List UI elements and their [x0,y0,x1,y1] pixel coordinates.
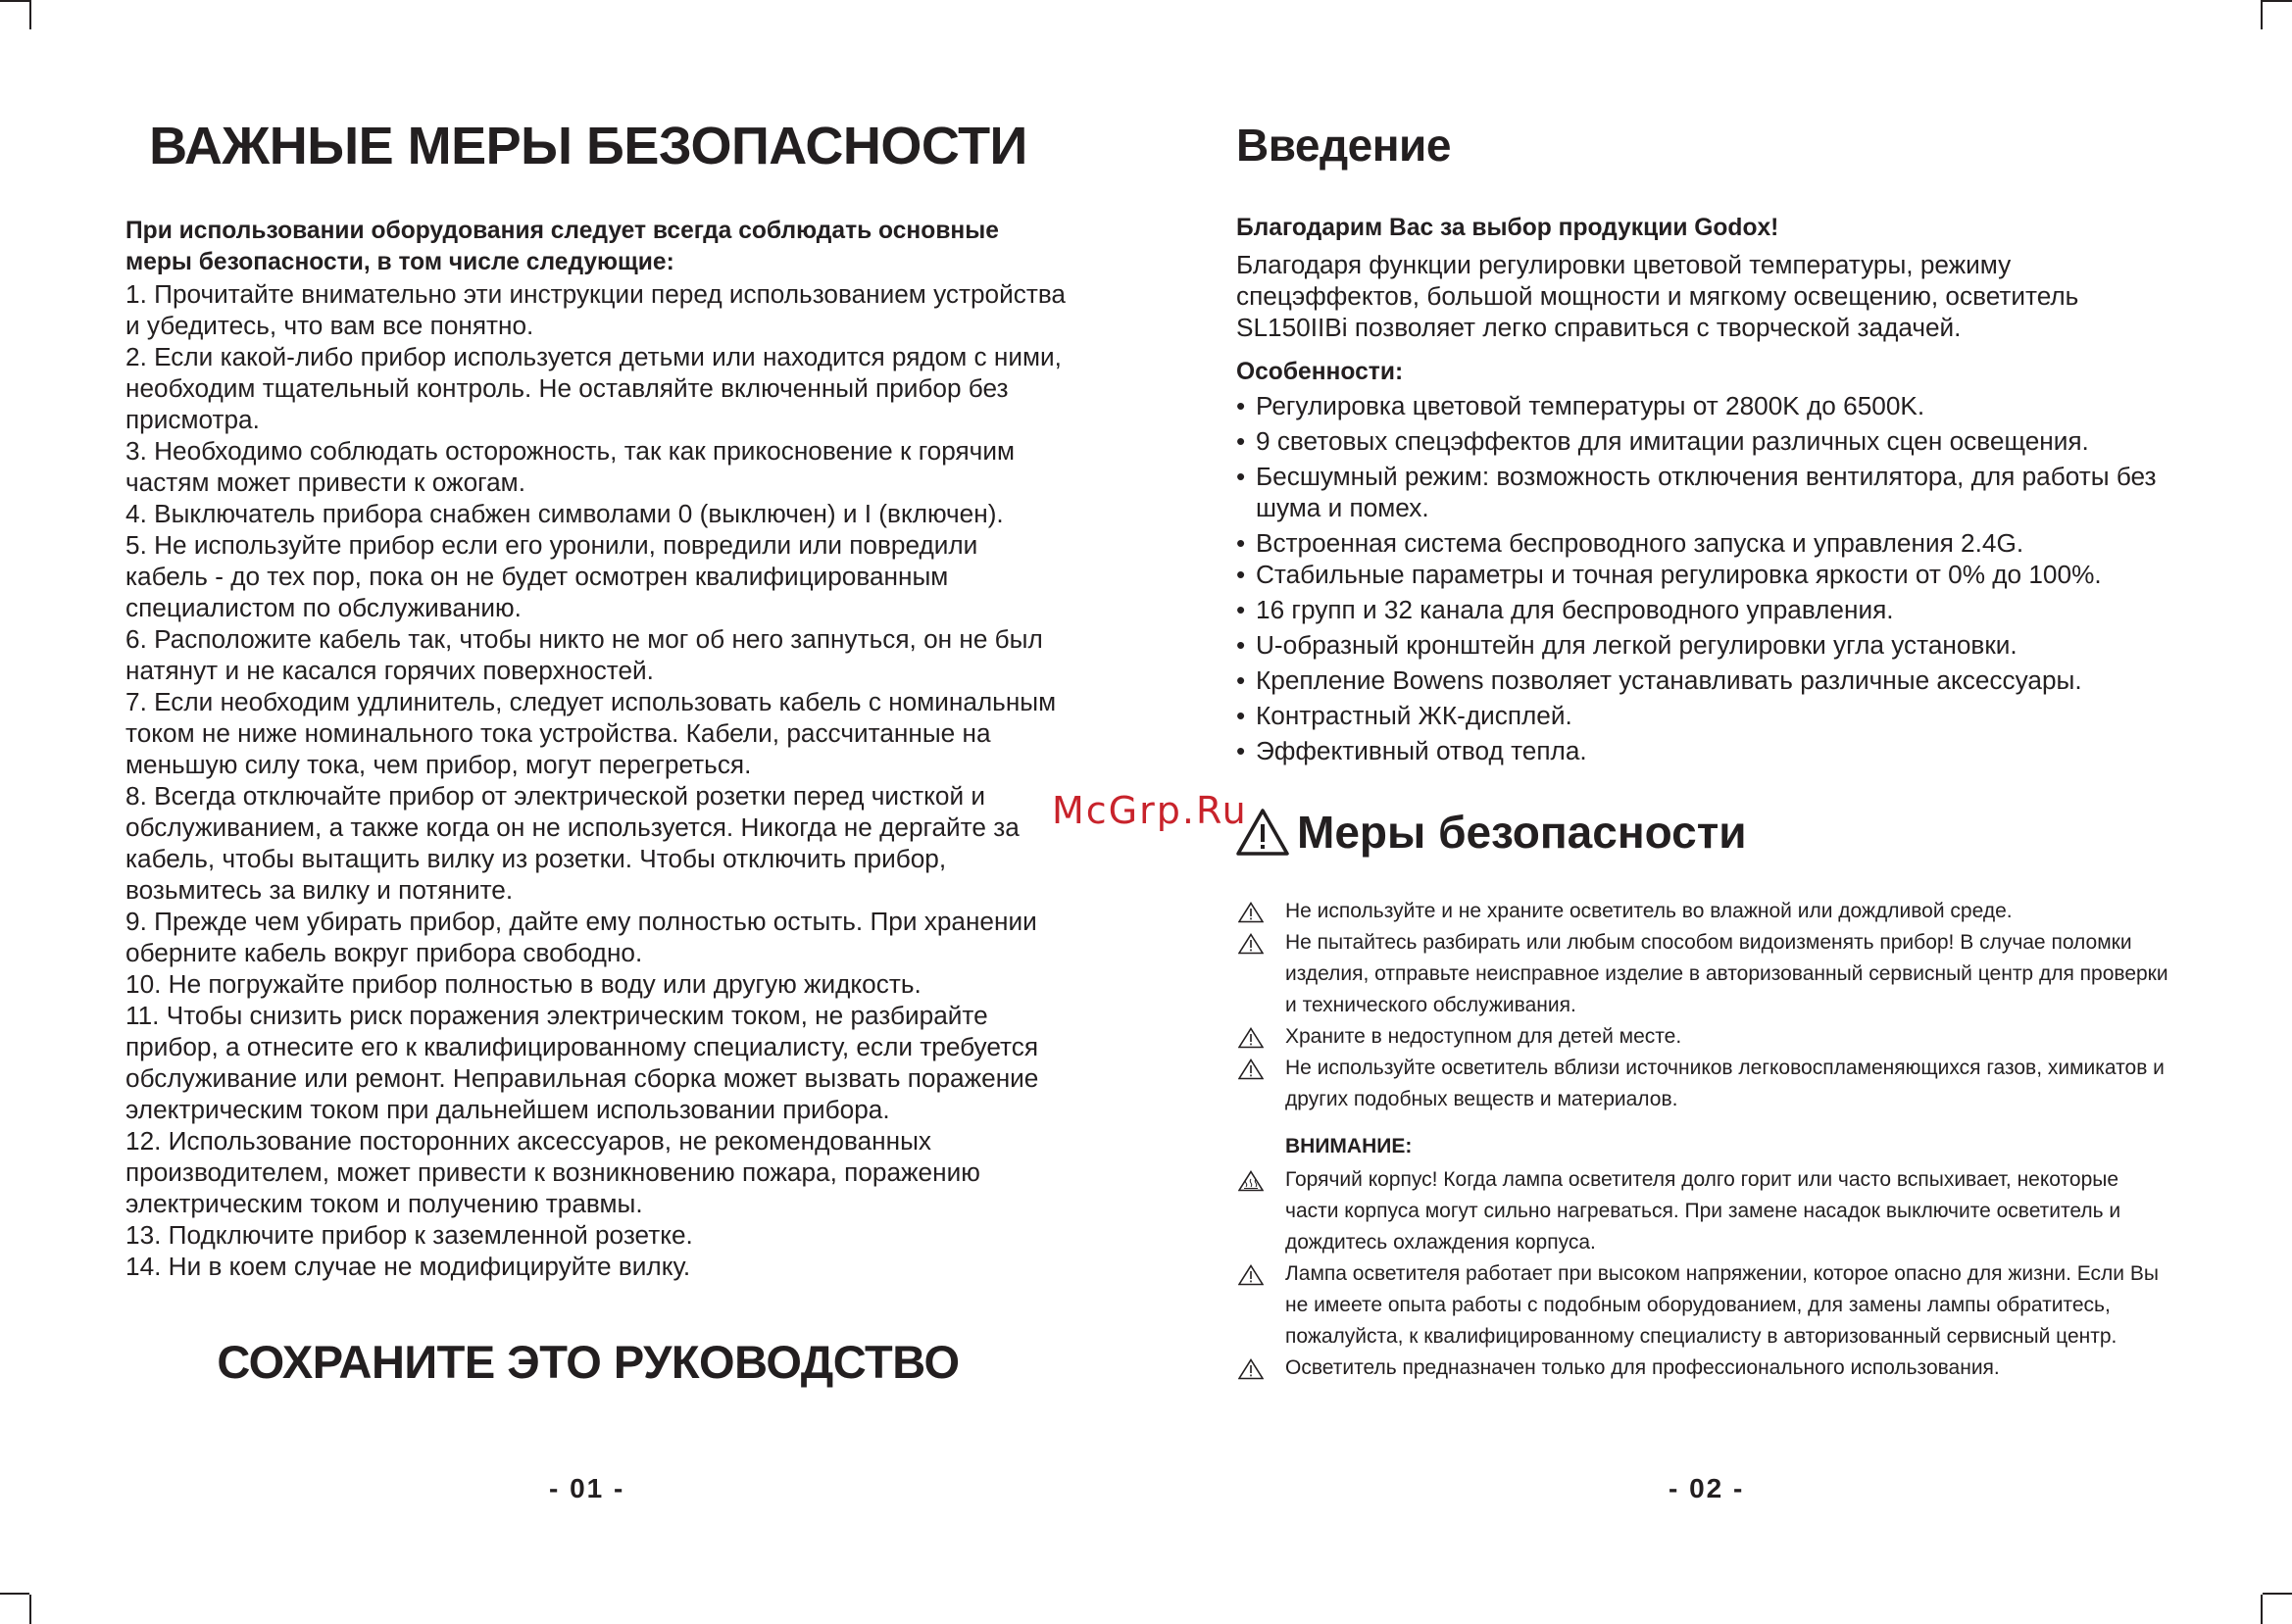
list-item: • Встроенная система беспроводного запуска и управления 2.4G. [1236,528,2024,558]
list-item: Осветитель предназначен только для профессионального использования. [1236,1353,2177,1384]
list-item: Лампа осветителя работает при высоком напряжении, которое опасно для жизни. Если Вы не имеете опыта работы с подобным оборудованием, для замены лампы обратитесь, пожалуйста, к квалифицированному специалисту в авторизованный сервисный центр. [1236,1258,2177,1353]
list-item: Не используйте и не храните осветитель во влажной или дождливой среде. [1236,896,2177,927]
bullet: • [1236,528,1246,558]
safety-heading [1236,806,1747,859]
safety-list [1236,896,2177,1115]
list-item: • Эффективный отвод тепла. [1236,736,1587,765]
intro-text: При использовании оборудования следует всегда соблюдать основные меры безопасности, в том числе следующие: [125,218,999,275]
thanks-text: Благодарим Вас за выбор продукции Godox! [1236,215,1779,241]
list-item: Не используйте осветитель вблизи источников легковоспламеняющихся газов, химикатов и других подобных веществ и материалов. [1236,1053,2177,1115]
bullet: • [1236,630,1246,660]
list-item: • Регулировка цветовой температуры от 2800K до 6500K. [1236,391,1925,420]
warning-icon [1238,1358,1264,1380]
list-item: • 16 групп и 32 канала для беспроводного управления. [1236,595,1894,624]
list-item: 3. Необходимо соблюдать осторожность, так как прикосновение к горячим частям может привести к ожогам. [125,436,1015,497]
list-item: 6. Расположите кабель так, чтобы никто не мог об него запнуться, он не был натянут и не касался горячих поверхностей. [125,624,1043,685]
list-item: • 9 световых спецэффектов для имитации различных сцен освещения. [1236,426,2089,456]
page-title: ВАЖНЫЕ МЕРЫ БЕЗОПАСНОСТИ [149,117,1027,175]
list-item: 5. Не используйте прибор если его уронили, повредили или повредили кабель - до тех пор, пока он не будет осмотрен квалифицированным специалистом по обслуживанию. [125,530,978,622]
warning-icon [1238,1027,1264,1049]
bullet: • [1236,426,1246,456]
bullet: • [1236,391,1246,420]
list-item: 1. Прочитайте внимательно эти инструкции перед использованием устройства и убедитесь, что вам все понятно. [125,279,1066,340]
list-item: Храните в недоступном для детей месте. [1236,1021,2177,1053]
bullet: • [1236,665,1246,695]
list-item: 10. Не погружайте прибор полностью в воду или другую жидкость. [125,969,922,999]
safety-instructions [125,216,1067,1282]
attention-label: ВНИМАНИЕ: [1285,1135,1413,1157]
list-item: 4. Выключатель прибора снабжен символами 0 (выключен) и I (включен). [125,499,1004,528]
list-item: 11. Чтобы снизить риск поражения электрическим током, не разбирайте прибор, а отнесите его к квалифицированному специалисту, если требуется обслуживание или ремонт. Неправильная сборка может вызвать поражение электрическим током при дальнейшем использовании прибора. [125,1001,1039,1124]
list-item: • Крепление Bowens позволяет устанавливать различные аксессуары. [1236,665,2082,695]
safety-title: Меры безопасности [1297,807,1747,858]
bullet: • [1236,736,1246,765]
list-item: • Бесшумный режим: возможность отключения вентилятора, для работы без шума и помех. [1236,462,2157,522]
features-list [1236,390,2217,770]
watermark: McGrp.Ru [1052,789,1248,832]
list-item: 9. Прежде чем убирать прибор, дайте ему полностью остыть. При хранении оберните кабель вокруг прибора свободно. [125,907,1037,967]
list-item: Горячий корпус! Когда лампа осветителя долго горит или часто вспыхивает, некоторые части корпуса могут сильно нагреваться. При замене насадок выключите осветитель и дождитесь охлаждения корпуса. [1236,1164,2177,1258]
list-item: 13. Подключите прибор к заземленной розетке. [125,1220,693,1250]
list-item: Не пытайтесь разбирать или любым способом видоизменять прибор! В случае поломки изделия, отправьте неисправное изделие в авторизованный сервисный центр для проверки и технического обслуживания. [1236,927,2177,1021]
right-page [1146,0,2292,1624]
hot-surface-icon [1238,1170,1264,1192]
section-title-intro: Введение [1236,120,1451,171]
page-number: - 02 - [1669,1473,1745,1503]
bullet: • [1236,701,1246,730]
list-item: • Контрастный ЖК-дисплей. [1236,701,1572,730]
attention-list [1236,1164,2177,1384]
intro-paragraph: Благодаря функции регулировки цветовой температуры, режиму спецэффектов, большой мощности и мягкому освещению, осветитель SL150IIBi позволяет легко справиться с творческой задачей. [1236,250,2079,342]
warning-icon [1238,1264,1264,1286]
list-item: • Стабильные параметры и точная регулировка яркости от 0% до 100%. [1236,560,2102,589]
warning-icon [1238,902,1264,923]
warning-icon [1238,933,1264,955]
list-item: 8. Всегда отключайте прибор от электрической розетки перед чисткой и обслуживанием, а также когда он не используется. Никогда не дергайте за кабель, чтобы вытащить вилку из розетки. Чтобы отключить прибор, возьмитесь за вилку и потяните. [125,781,1020,905]
features-heading: Особенности: [1236,359,1404,385]
bullet: • [1236,560,1246,589]
save-manual-title: СОХРАНИТЕ ЭТО РУКОВОДСТВО [217,1336,960,1388]
page-number: - 01 - [549,1473,625,1503]
warning-icon [1238,1058,1264,1080]
list-item: • U-образный кронштейн для легкой регулировки угла установки. [1236,630,2018,660]
list-item: 7. Если необходим удлинитель, следует использовать кабель с номинальным током не ниже номинального тока устройства. Кабели, рассчитанные на меньшую силу тока, чем прибор, могут перегреться. [125,687,1057,779]
list-item: 14. Ни в коем случае не модифицируйте вилку. [125,1252,691,1281]
list-item: 2. Если какой-либо прибор используется детьми или находится рядом с ними, необходим тщательный контроль. Не оставляйте включенный прибор без присмотра. [125,342,1062,434]
bullet: • [1236,462,1246,491]
bullet: • [1236,595,1246,624]
list-item: 12. Использование посторонних аксессуаров, не рекомендованных производителем, может привести к возникновению пожара, поражению электрическим током и получению травмы. [125,1126,980,1218]
